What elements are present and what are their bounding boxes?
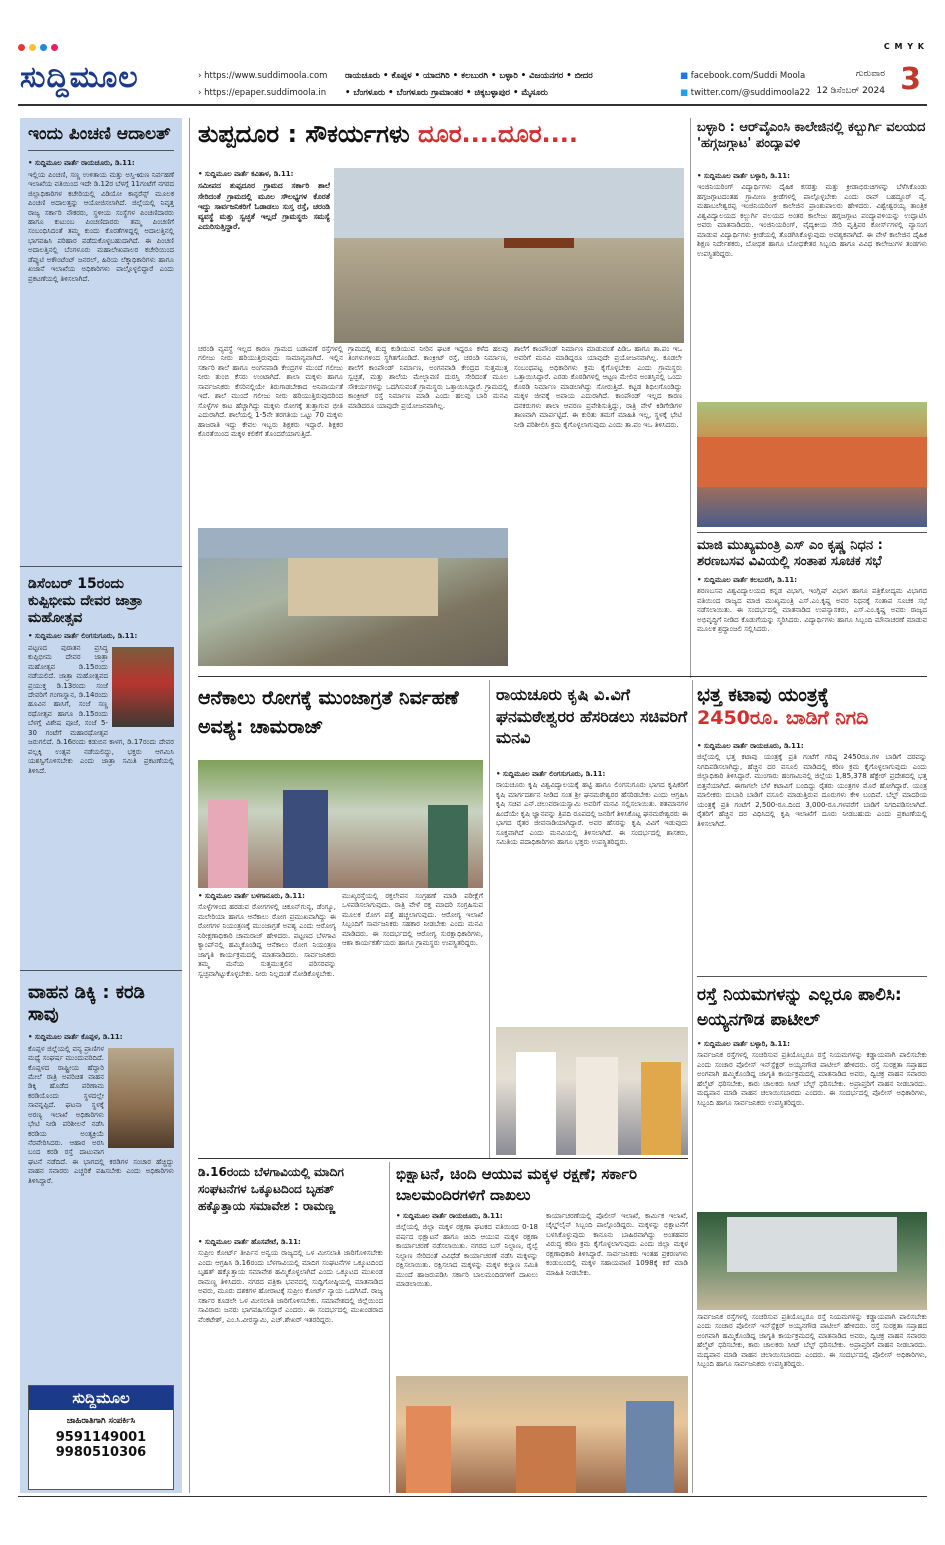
divider bbox=[20, 566, 182, 567]
road-byline: • ಸುದ್ದಿಮೂಲ ವಾರ್ತೆ ಬಳ್ಳಾರಿ, ಡಿ.11: bbox=[697, 1040, 790, 1048]
madiga-byline: • ಸುದ್ದಿಮೂಲ ವಾರ್ತೆ ಹೊಸಪೇಟೆ, ಡಿ.11: bbox=[198, 1238, 301, 1246]
twitter-icon: ■ bbox=[680, 88, 689, 98]
sky-area bbox=[198, 528, 508, 558]
district-line-1: ರಾಯಚೂರು • ಕೊಪ್ಪಳ • ಯಾದಗಿರಿ • ಕಲಬುರಗಿ • ಬಳ್ಳಾರಿ • ವಿಜಯನಗರ • ಬೀದರ bbox=[345, 71, 593, 81]
ballari-byline: • ಸುದ್ದಿಮೂಲ ವಾರ್ತೆ ಬಳ್ಳಾರಿ, ಡಿ.11: bbox=[697, 172, 790, 180]
paddy-byline: • ಸುದ್ದಿಮೂಲ ವಾರ್ತೆ ರಾಯಚೂರು, ಡಿ.11: bbox=[697, 742, 804, 750]
bear-story bbox=[20, 976, 182, 1376]
person-orange-shirt bbox=[641, 1062, 681, 1155]
pension-byline: • ಸುದ್ದಿಮೂಲ ವಾರ್ತೆ ರಾಯಚೂರು, ಡಿ.11: bbox=[28, 159, 135, 168]
blue-dot bbox=[40, 44, 47, 51]
divider bbox=[697, 532, 927, 533]
lead-byline: • ಸುದ್ದಿಮೂಲ ವಾರ್ತೆ ಕವಿತಾಳ, ಡಿ.11: bbox=[198, 170, 294, 178]
person-cream-shirt bbox=[576, 1057, 618, 1155]
school-building bbox=[288, 556, 438, 616]
paddy-story-text bbox=[697, 742, 927, 972]
ad-logo: ಸುದ್ದಿಮೂಲ bbox=[29, 1386, 173, 1410]
jatra-body: ಪಟ್ಟಣದ ಪುರಾತನ ಪ್ರಸಿದ್ಧ ಕುಪ್ಪಿಭೀಮ ದೇವರ ಜಾತ್ರಾ ಮಹೋತ್ಸವ ಡಿ.15ರಂದು ನಡೆಯಲಿದೆ. ಜಾತ್ರಾ ಮಹೋತ್ಸವದ ಪ್ರಯುಕ್ತ ಡಿ.13ರಂದು ಸಂಜೆ ದೇವರಿಗೆ ಗಂಗಾಸ್ನಾನ, ಡಿ.14ರಂದು ಹೂವಿನ ಹಾಸಿಗೆ, ಸಂಜೆ ಸಣ್ಣ ರಥೋತ್ಸವ ಹಾಗೂ ಡಿ.15ರಂದು ಬೆಳಗ್ಗೆ ವಿಶೇಷ ಪೂಜೆ, ಸಂಜೆ 5-30 ಗಂಟೆಗೆ ಮಹಾರಥೋತ್ಸವ ಜರುಗಲಿದೆ. ಡಿ.16ರಂದು ಕಡುಬಿನ ಕಾಳಗ, ಡಿ.17ರಂದು ದೇವರ ಪಲ್ಲಕ್ಕಿ ಉತ್ಸವ ನಡೆಯಲಿದ್ದು, ಭಕ್ತರು ಆಗಮಿಸಿ ಯಶಸ್ವಿಗೊಳಿಸಬೇಕು ಎಂದು ಜಾತ್ರಾ ಸಮಿತಿ ಪ್ರಕಟಣೆಯಲ್ಲಿ ತಿಳಿಸಿದೆ. bbox=[28, 643, 174, 775]
logo-text: ಸುದ್ದಿಮೂಲ bbox=[20, 60, 139, 95]
advertisement-box bbox=[28, 1385, 174, 1490]
krishna-headline: ಮಾಜಿ ಮುಖ್ಯಮಂತ್ರಿ ಎಸ್ ಎಂ ಕೃಷ್ಣ ನಿಧನ : ಶರಣಬಸವ ವಿವಿಯಲ್ಲಿ ಸಂತಾಪ ಸೂಚಕ ಸಭೆ bbox=[697, 538, 883, 569]
person-pink-saree bbox=[208, 800, 248, 888]
road-body: ಸಾರ್ವಜನಿಕ ರಸ್ತೆಗಳಲ್ಲಿ ಸಂಚರಿಸುವ ಪ್ರತಿಯೊಬ್ಬರೂ ರಸ್ತೆ ನಿಯಮಗಳನ್ನು ಕಡ್ಡಾಯವಾಗಿ ಪಾಲಿಸಬೇಕು ಎಂದು ಸಂಚಾರ ಪೊಲೀಸ್ ಇನ್‌ಸ್ಪೆಕ್ಟರ್ ಅಯ್ಯನಗೌಡ ಪಾಟೀಲ್ ಹೇಳಿದರು. ರಸ್ತೆ ಸುರಕ್ಷತಾ ಸಪ್ತಾಹದ ಅಂಗವಾಗಿ ಹಮ್ಮಿಕೊಂಡಿದ್ದ ಜಾಗೃತಿ ಕಾರ್ಯಕ್ರಮದಲ್ಲಿ ಮಾತನಾಡಿದ ಅವರು, ದ್ವಿಚಕ್ರ ವಾಹನ ಸವಾರರು ಹೆಲ್ಮೆಟ್ ಧರಿಸಬೇಕು, ಕಾರು ಚಾಲಕರು ಸೀಟ್ ಬೆಲ್ಟ್ ಧರಿಸಬೇಕು. ಅಪ್ರಾಪ್ತರಿಗೆ ವಾಹನ ನೀಡಬಾರದು. ಮದ್ಯಪಾನ ಮಾಡಿ ವಾಹನ ಚಲಾಯಿಸಬಾರದು ಎಂದರು. ಈ ಸಂದರ್ಭದಲ್ಲಿ ಪೊಲೀಸ್ ಅಧಿಕಾರಿಗಳು, ಸಿಬ್ಬಂದಿ ಹಾಗೂ ಸಾರ್ವಜನಿಕರು ಉಪಸ್ಥಿತರಿದ್ದರು. bbox=[697, 1051, 927, 1107]
bear-photo bbox=[108, 1048, 174, 1148]
health-awareness-photo bbox=[198, 760, 483, 888]
district-list bbox=[345, 68, 675, 102]
road-body-continued: ಸಾರ್ವಜನಿಕ ರಸ್ತೆಗಳಲ್ಲಿ ಸಂಚರಿಸುವ ಪ್ರತಿಯೊಬ್ಬರೂ ರಸ್ತೆ ನಿಯಮಗಳನ್ನು ಕಡ್ಡಾಯವಾಗಿ ಪಾಲಿಸಬೇಕು ಎಂದು ಸಂಚಾರ ಪೊಲೀಸ್ ಇನ್‌ಸ್ಪೆಕ್ಟರ್ ಅಯ್ಯನಗೌಡ ಪಾಟೀಲ್ ಹೇಳಿದರು. ರಸ್ತೆ ಸುರಕ್ಷತಾ ಸಪ್ತಾಹದ ಅಂಗವಾಗಿ ಹಮ್ಮಿಕೊಂಡಿದ್ದ ಜಾಗೃತಿ ಕಾರ್ಯಕ್ರಮದಲ್ಲಿ ಮಾತನಾಡಿದ ಅವರು, ದ್ವಿಚಕ್ರ ವಾಹನ ಸವಾರರು ಹೆಲ್ಮೆಟ್ ಧರಿಸಬೇಕು, ಕಾರು ಚಾಲಕರು ಸೀಟ್ ಬೆಲ್ಟ್ ಧರಿಸಬೇಕು. ಅಪ್ರಾಪ್ತರಿಗೆ ವಾಹನ ನೀಡಬಾರದು. ಮದ್ಯಪಾನ ಮಾಡಿ ವಾಹನ ಚಲಾಯಿಸಬಾರದು ಎಂದರು. ಈ ಸಂದರ್ಭದಲ್ಲಿ ಪೊಲೀಸ್ ಅಧಿಕಾರಿಗಳು, ಸಿಬ್ಬಂದಿ ಹಾಗೂ ಸಾರ್ವಜನಿಕರು ಉಪಸ್ಥಿತರಿದ್ದರು. bbox=[697, 1313, 927, 1369]
sky-area bbox=[334, 168, 684, 238]
children-col1: ಜಿಲ್ಲೆಯಲ್ಲಿ ಜಿಲ್ಲಾ ಮಕ್ಕಳ ರಕ್ಷಣಾ ಘಟಕದ ವತಿಯಿಂದ 0-18 ವರ್ಷದ ಭಿಕ್ಷಾಟನೆ ಹಾಗೂ ಚಿಂದಿ ಆಯುವ ಮಕ್ಕಳ ರಕ್ಷಣಾ ಕಾರ್ಯಾಚರಣೆ ನಡೆಸಲಾಯಿತು. ನಗರದ ಬಸ್ ನಿಲ್ದಾಣ, ರೈಲ್ವೆ ನಿಲ್ದಾಣ ಸೇರಿದಂತೆ ವಿವಿಧೆಡೆ ಕಾರ್ಯಾಚರಣೆ ನಡೆಸಿ ಮಕ್ಕಳನ್ನು ರಕ್ಷಿಸಲಾಯಿತು. ರಕ್ಷಿಸಲಾದ ಮಕ್ಕಳನ್ನು ಮಕ್ಕಳ ಕಲ್ಯಾಣ ಸಮಿತಿ ಮುಂದೆ ಹಾಜರುಪಡಿಸಿ ಸರ್ಕಾರಿ ಬಾಲಮಂದಿರಗಳಿಗೆ ದಾಖಲು ಮಾಡಲಾಯಿತು. bbox=[396, 1223, 538, 1289]
madiga-body: ಸುಪ್ರೀಂ ಕೋರ್ಟ್ ತೀರ್ಪಿನ ಅನ್ವಯ ರಾಜ್ಯದಲ್ಲಿ ಒಳ ಮೀಸಲಾತಿ ಜಾರಿಗೊಳಿಸಬೇಕು ಎಂದು ಆಗ್ರಹಿಸಿ ಡಿ.16ರಂದು ಬೆಳಗಾವಿಯಲ್ಲಿ ಮಾದಿಗ ಸಂಘಟನೆಗಳ ಒಕ್ಕೂಟದಿಂದ ಬೃಹತ್ ಹಕ್ಕೊತ್ತಾಯ ಸಮಾವೇಶ ಹಮ್ಮಿಕೊಳ್ಳಲಾಗಿದೆ ಎಂದು ಒಕ್ಕೂಟದ ಮುಖಂಡ ರಾಮಣ್ಣ ತಿಳಿಸಿದರು. ನಗರದ ಪತ್ರಿಕಾ ಭವನದಲ್ಲಿ ಸುದ್ದಿಗೋಷ್ಠಿಯಲ್ಲಿ ಮಾತನಾಡಿದ ಅವರು, ಮೂರು ದಶಕಗಳ ಹೋರಾಟಕ್ಕೆ ಸುಪ್ರೀಂ ಕೋರ್ಟ್ ನ್ಯಾಯ ಒದಗಿಸಿದೆ. ರಾಜ್ಯ ಸರ್ಕಾರ ಕೂಡಲೇ ಒಳ ಮೀಸಲಾತಿ ಜಾರಿಗೊಳಿಸಬೇಕು. ಸಮಾವೇಶದಲ್ಲಿ ಜಿಲ್ಲೆಯಿಂದ ಸಾವಿರಾರು ಜನರು ಭಾಗವಹಿಸಲಿದ್ದಾರೆ ಎಂದರು. ಈ ಸಂದರ್ಭದಲ್ಲಿ ಮುಖಂಡರಾದ ವೆಂಕಟೇಶ್, ಎಂ.ಸಿ.ವೀರಸ್ವಾಮಿ, ಎಚ್.ಶೇಖರ್ ಇತರರಿದ್ದರು. bbox=[198, 1249, 383, 1324]
website-link[interactable]: › https://www.suddimoola.com bbox=[198, 71, 328, 81]
anekal-headline: ಆನೆಕಾಲು ರೋಗಕ್ಕೆ ಮುಂಜಾಗ್ರತೆ ನಿರ್ವಹಣೆ ಅವಶ್ಯ: ಚಾಮರಾಜ್ bbox=[198, 687, 459, 739]
ballari-story-text bbox=[697, 172, 927, 400]
twitter-link[interactable]: ■ twitter.com/@suddimoola22 bbox=[680, 88, 811, 98]
footer-rule bbox=[18, 1496, 927, 1497]
person-orange bbox=[406, 1406, 451, 1493]
epaper-link[interactable]: › https://epaper.suddimoola.in bbox=[198, 88, 327, 98]
raichur-byline: • ಸುದ್ದಿಮೂಲ ವಾರ್ತೆ ಲಿಂಗಸುಗೂರು, ಡಿ.11: bbox=[496, 770, 606, 778]
paddy-headline-black: ಭತ್ತ ಕಟಾವು ಯಂತ್ರಕ್ಕೆ bbox=[697, 684, 829, 706]
lead-col3: ಶಾಲೆಗೆ ಕಾಂಪೌಂಡ್ ನಿರ್ಮಾಣ ಮಾಡುವಂತೆ ಪಿಡಿಒ ಹಾಗೂ ತಾ.ಪಂ ಇಒ ಅವರಿಗೆ ಮನವಿ ಮಾಡಿದ್ದರೂ ಯಾವುದೇ ಪ್ರಯೋಜನವಾಗಿಲ್ಲ. ಕೂಡಲೇ ಸಂಬಂಧಪಟ್ಟ ಅಧಿಕಾರಿಗಳು ಕ್ರಮ ಕೈಗೊಳ್ಳಬೇಕು ಎಂದು ಗ್ರಾಮಸ್ಥರು ಒತ್ತಾಯಿಸಿದ್ದಾರೆ. ಎರಡು ಕೊಠಡಿಗಳಲ್ಲಿ ಆಟ್ಟಣ ಮೇಲಿನ ಅಂತಸ್ತಿನಲ್ಲಿ ಒಂದು ಕೊಠಡಿ ನಿರ್ಮಾಣ ಮಾಡಲಾಗಿದ್ದು ಸೋರುತ್ತಿದೆ. ಕಟ್ಟಡ ಶಿಥಿಲಗೊಂಡಿದ್ದು ಮಕ್ಕಳ ಜೀವಕ್ಕೆ ಅಪಾಯ ಎದುರಾಗಿದೆ. ಕಾಂಪೌಂಡ್ ಇಲ್ಲದ ಕಾರಣ ದನಕರುಗಳು ಶಾಲಾ ಆವರಣ ಪ್ರವೇಶಿಸುತ್ತಿದ್ದು, ರಾತ್ರಿ ವೇಳೆ ಕಿಡಿಗೇಡಿಗಳ ತಾಣವಾಗಿ ಮಾರ್ಪಟ್ಟಿದೆ. ಈ ಕುರಿತು ತಮಗೆ ಮಾಹಿತಿ ಇಲ್ಲ, ಸ್ಥಳಕ್ಕೆ ಭೇಟಿ ನೀಡಿ ಪರಿಶೀಲಿಸಿ ಕ್ರಮ ಕೈಗೊಳ್ಳಲಾಗುವುದು ಎಂದು ತಾ.ಪಂ ಇಒ ತಿಳಿಸಿದರು. bbox=[514, 345, 682, 429]
masthead-logo bbox=[20, 60, 180, 98]
raichur-story-text bbox=[496, 770, 688, 1025]
social-links bbox=[680, 68, 810, 102]
divider bbox=[697, 976, 927, 977]
rescued-children-photo bbox=[396, 1376, 688, 1493]
anekal-byline: • ಸುದ್ದಿಮೂಲ ವಾರ್ತೆ ಬಳಗಾನೂರು, ಡಿ.11: bbox=[198, 892, 305, 900]
column-rule bbox=[690, 118, 691, 678]
bear-body: ಕೊಪ್ಪಳ ಜಿಲ್ಲೆಯಲ್ಲಿ ವನ್ಯ ಪ್ರಾಣಿಗಳ ಮಧ್ಯೆ ಸಂಘರ್ಷ ಮುಂದುವರಿದಿದೆ. ಕೊಪ್ಪಳದ ರಾಷ್ಟ್ರೀಯ ಹೆದ್ದಾರಿ ಮೇಲೆ ರಾತ್ರಿ ಅಪರಿಚಿತ ವಾಹನ ಡಿಕ್ಕಿ ಹೊಡೆದ ಪರಿಣಾಮ ಕರಡಿಯೊಂದು ಸ್ಥಳದಲ್ಲೇ ಸಾವನ್ನಪ್ಪಿದೆ. ಘಟನಾ ಸ್ಥಳಕ್ಕೆ ಅರಣ್ಯ ಇಲಾಖೆ ಅಧಿಕಾರಿಗಳು ಭೇಟಿ ನೀಡಿ ಪರಿಶೀಲನೆ ನಡೆಸಿ ಕರಡಿಯ ಅಂತ್ಯಕ್ರಿಯೆ ನೆರವೇರಿಸಿದರು. ಆಹಾರ ಅರಸಿ ಬಂದ ಕರಡಿ ರಸ್ತೆ ದಾಟುವಾಗ ಘಟನೆ ನಡೆದಿದೆ. ಈ ಭಾಗದಲ್ಲಿ ಕರಡಿಗಳ ಸಂಚಾರ ಹೆಚ್ಚಿದ್ದು ವಾಹನ ಸವಾರರು ಎಚ್ಚರಿಕೆ ವಹಿಸಬೇಕು ಎಂದು ಅಧಿಕಾರಿಗಳು ತಿಳಿಸಿದ್ದಾರೆ. bbox=[28, 1044, 174, 1185]
anekal-col1-wrap bbox=[198, 892, 336, 1154]
madiga-headline: ಡಿ.16ರಂದು ಬೆಳಗಾವಿಯಲ್ಲಿ ಮಾದಿಗ ಸಂಘಟನೆಗಳ ಒಕ್ಕೂಟದಿಂದ ಬೃಹತ್ ಹಕ್ಕೊತ್ತಾಯ ಸಮಾವೇಶ : ರಾಮಣ್ಣ bbox=[198, 1165, 344, 1213]
raichur-headline: ರಾಯಚೂರು ಕೃಷಿ ವಿ.ವಿಗೆ ಘನಮಠೇಶ್ವರರ ಹೆಸರಿಡಲು ಸಚಿವರಿಗೆ ಮನವಿ bbox=[496, 685, 688, 748]
district-line-2: • ಬೆಂಗಳೂರು • ಬೆಂಗಳೂರು ಗ್ರಾಮಾಂತರ • ಚಿಕ್ಕಬಳ್ಳಾಪುರ • ಮೈಸೂರು bbox=[345, 88, 548, 98]
person-white-shirt bbox=[516, 1052, 556, 1155]
color-registration-dots bbox=[18, 44, 58, 51]
road-safety-event-photo bbox=[697, 1212, 927, 1310]
children-headline: ಭಿಕ್ಷಾಟನೆ, ಚಿಂದಿ ಆಯುವ ಮಕ್ಕಳ ರಕ್ಷಣೆ; ಸರ್ಕಾರಿ ಬಾಲಮಂದಿರಗಳಿಗೆ ದಾಖಲು bbox=[396, 1165, 638, 1204]
left-sidebar bbox=[20, 118, 182, 1493]
section-divider bbox=[198, 676, 927, 677]
paddy-headline bbox=[697, 684, 927, 730]
bear-byline: • ಸುದ್ದಿಮೂಲ ವಾರ್ತೆ ಕೊಪ್ಪಳ, ಡಿ.11: bbox=[28, 1033, 123, 1042]
anekal-col1: ಸೊಳ್ಳೆಗಳಿಂದ ಹರಡುವ ರೋಗಗಳಲ್ಲಿ ಚಿಕೂನ್‌ಗುನ್ಯ, ಡೆಂಗ್ಯೂ, ಮಲೇರಿಯಾ ಹಾಗೂ ಆನೆಕಾಲು ರೋಗ ಪ್ರಮುಖವಾಗಿದ್ದು ಈ ರೋಗಗಳ ನಿಯಂತ್ರಣಕ್ಕೆ ಮುಂಜಾಗ್ರತೆ ಅವಶ್ಯ ಎಂದು ಆರೋಗ್ಯ ನಿರೀಕ್ಷಣಾಧಿಕಾರಿ ಚಾಮರಾಜ್ ಹೇಳಿದರು. ಪಟ್ಟಣದ ಬೆಳಗಾವಿ ಕ್ಯಾಂಪ್‌ನಲ್ಲಿ ಹಮ್ಮಿಕೊಂಡಿದ್ದ ಆನೆಕಾಲು ರೋಗ ನಿಯಂತ್ರಣ ಜಾಗೃತಿ ಕಾರ್ಯಕ್ರಮದಲ್ಲಿ ಮಾತನಾಡಿದರು. ಸಾರ್ವಜನಿಕರು ತಮ್ಮ ಮನೆಯ ಸುತ್ತಮುತ್ತಲಿನ ಪರಿಸರವನ್ನು ಸ್ವಚ್ಛವಾಗಿಟ್ಟುಕೊಳ್ಳಬೇಕು. ನೀರು ನಿಲ್ಲದಂತೆ ನೋಡಿಕೊಳ್ಳಬೇಕು. bbox=[198, 903, 336, 978]
village-road-photo bbox=[334, 168, 684, 343]
road-headline: ರಸ್ತೆ ನಿಯಮಗಳನ್ನು ಎಲ್ಲರೂ ಪಾಲಿಸಿ: ಅಯ್ಯನಗೌಡ ಪಾಟೀಲ್ bbox=[697, 985, 902, 1030]
children-group bbox=[516, 1426, 576, 1493]
facebook-icon: ■ bbox=[680, 71, 689, 81]
ad-phone-2[interactable]: 9980510306 bbox=[55, 1445, 147, 1460]
bear-headline: ವಾಹನ ಡಿಕ್ಕಿ : ಕರಡಿ ಸಾವು bbox=[28, 982, 145, 1025]
jatra-story bbox=[20, 570, 182, 970]
red-dot bbox=[18, 44, 25, 51]
yellow-dot bbox=[29, 44, 36, 51]
krishna-byline: • ಸುದ್ದಿಮೂಲ ವಾರ್ತೆ ಕಲಬುರಗಿ, ಡಿ.11: bbox=[697, 576, 798, 584]
ad-phone-1[interactable]: 9591149001 bbox=[55, 1430, 147, 1445]
pension-story bbox=[20, 118, 182, 563]
pension-body: ಇಲ್ಲಿಯ ಪಿಂಚಣಿ, ಸಣ್ಣ ಉಳಿತಾಯ ಮತ್ತು ಅಸ್ತಿ-ಋಣ ನಿರ್ವಹಣೆ ಇಲಾಖೆಯ ವತಿಯಿಂದ ಇದೇ ಡಿ.12ರ ಬೆಳಗ್ಗೆ 11ಗಂಟೆಗೆ ನಗರದ ಜಿಲ್ಲಾಧಿಕಾರಿಗಳ ಕಚೇರಿಯಲ್ಲಿ ವಿಡಿಯೋ ಕಾನ್ಫರೆನ್ಸ್ ಮೂಲಕ ಪಿಂಚಣಿ ಅದಾಲತ್ತನ್ನು ಆಯೋಜಿಸಲಾಗಿದೆ. ಜಿಲ್ಲೆಯಲ್ಲಿ ನಿವೃತ್ತ ರಾಜ್ಯ ಸರ್ಕಾರಿ ನೌಕರರು, ಸ್ಥಳೀಯ ಸಂಸ್ಥೆಗಳ ಪಿಂಚಣಿದಾರರು ಹಾಗೂ ಕುಟುಂಬ ಪಿಂಚಣಿದಾರರು ತಮ್ಮ ಪಿಂಚಣಿಗೆ ಸಂಬಂಧಿಸಿದಂತೆ ತಮ್ಮ ಕುಂದು ಕೊರತೆಗಳಿದ್ದಲ್ಲಿ ಅದಾಲತ್ತಿನಲ್ಲಿ ಭಾಗವಹಿಸಿ ಪರಿಹಾರ ಪಡೆದುಕೊಳ್ಳಬಹುದಾಗಿದೆ. ಈ ಪಿಂಚಣಿ ಅದಾಲತ್ತಿನಲ್ಲಿ ಬೆಂಗಳೂರು ಮಹಾಲೇಖಪಾಲರ ಕಚೇರಿಯಿಂದ ಡೆಪ್ಯುಟಿ ಅಕೌಂಟೆಂಟ್ ಜನರಲ್, ಹಿರಿಯ ಲೆಕ್ಕಾಧಿಕಾರಿಗಳು ಹಾಗೂ ಖಜಾನೆ ಇಲಾಖೆಯ ಅಧಿಕಾರಿಗಳು ಪಾಲ್ಗೊಳ್ಳಲಿದ್ದಾರೆ ಎಂದು ಪ್ರಕಟಣೆಯಲ್ಲಿ ತಿಳಿಸಲಾಗಿದೆ. bbox=[28, 170, 174, 283]
jatra-headline: ಡಿಸೆಂಬರ್ 15ರಂದು ಕುಪ್ಪಿಭೀಮ ದೇವರ ಜಾತ್ರಾ ಮಹೋತ್ಸವ bbox=[28, 576, 143, 626]
tug-of-war-team-photo bbox=[697, 402, 927, 527]
school-building-photo bbox=[198, 528, 508, 666]
header-rule bbox=[18, 104, 927, 106]
jatra-byline: • ಸುದ್ದಿಮೂಲ ವಾರ್ತೆ ಲಿಂಗಸುಗೂರು, ಡಿ.11: bbox=[28, 632, 138, 641]
divider bbox=[20, 970, 182, 971]
ballari-headline: ಬಳ್ಳಾರಿ : ಆರ್‌ವೈಎಂಸಿ ಕಾಲೇಜಿನಲ್ಲಿ ಕಲ್ಬುರ್ಗಿ ವಲಯದ 'ಹಗ್ಗಜಗ್ಗಾಟ' ಪಂದ್ಯಾವಳಿ bbox=[697, 120, 926, 151]
person-green-saree bbox=[428, 805, 468, 888]
column-rule bbox=[189, 118, 190, 1493]
temple-deity-photo bbox=[112, 647, 174, 727]
road-story-text bbox=[697, 1040, 927, 1210]
children-col2: ಕಾರ್ಯಾಚರಣೆಯಲ್ಲಿ ಪೊಲೀಸ್ ಇಲಾಖೆ, ಕಾರ್ಮಿಕ ಇಲಾಖೆ, ಚೈಲ್ಡ್‌ಲೈನ್ ಸಿಬ್ಬಂದಿ ಪಾಲ್ಗೊಂಡಿದ್ದರು. ಮಕ್ಕಳನ್ನು ಭಿಕ್ಷಾಟನೆಗೆ ಬಳಸಿಕೊಳ್ಳುವುದು ಕಾನೂನು ಬಾಹಿರವಾಗಿದ್ದು ಅಂತಹವರ ವಿರುದ್ಧ ಕಠಿಣ ಕ್ರಮ ಕೈಗೊಳ್ಳಲಾಗುವುದು ಎಂದು ಜಿಲ್ಲಾ ಮಕ್ಕಳ ರಕ್ಷಣಾಧಿಕಾರಿ ತಿಳಿಸಿದ್ದಾರೆ. ಸಾರ್ವಜನಿಕರು ಇಂತಹ ಪ್ರಕರಣಗಳು ಕಂಡುಬಂದಲ್ಲಿ ಮಕ್ಕಳ ಸಹಾಯವಾಣಿ 1098ಕ್ಕೆ ಕರೆ ಮಾಡಿ ಮಾಹಿತಿ ನೀಡಬೇಕು. bbox=[546, 1212, 688, 1277]
lead-intro bbox=[198, 170, 330, 340]
pink-dot bbox=[51, 44, 58, 51]
madiga-story-text bbox=[198, 1238, 383, 1493]
lead-col1: ಚರಂಡಿ ವ್ಯವಸ್ಥೆ ಇಲ್ಲದ ಕಾರಣ ಗ್ರಾಮದ ಬಡಾವಣೆ ರಸ್ತೆಗಳಲ್ಲಿ ಗಲೀಜು ನೀರು ಹರಿಯುತ್ತಿರುವುದು ಸಾಮಾನ್ಯವಾಗಿದೆ. ಇಲ್ಲಿನ ಸರ್ಕಾರಿ ಶಾಲೆ ಹಾಗೂ ಅಂಗನವಾಡಿ ಕೇಂದ್ರಗಳ ಮುಂದೆ ಗಲೀಜು ನೀರು ತುಂಬಿ ಕೆಸರು ಉಂಟಾಗಿದೆ. ಶಾಲಾ ಮಕ್ಕಳು ಹಾಗೂ ಸಾರ್ವಜನಿಕರು ಕೆಸರಿನಲ್ಲಿಯೇ ತಿರುಗಾಡಬೇಕಾದ ಅನಿವಾರ್ಯತೆ ಇದೆ. ಶಾಲೆ ಮುಂದೆ ಗಲೀಜು ನೀರು ಹರಿಯುತ್ತಿರುವುದರಿಂದ ಸೊಳ್ಳೆಗಳ ಕಾಟ ಹೆಚ್ಚಾಗಿದ್ದು ಮಕ್ಕಳು ರೋಗಕ್ಕೆ ತುತ್ತಾಗುವ ಭೀತಿ ಎದುರಾಗಿದೆ. ಶಾಲೆಯಲ್ಲಿ 1-5ನೇ ತರಗತಿಯ ಒಟ್ಟು 70 ಮಕ್ಕಳು ಹಾಜರಾತಿ ಇದ್ದು ಕೇವಲ ಇಬ್ಬರು ಶಿಕ್ಷಕರು ಇದ್ದಾರೆ. ಶಿಕ್ಷಕರ ಕೊರತೆಯಿಂದ ಮಕ್ಕಳ ಕಲಿಕೆಗೆ ತೊಂದರೆಯಾಗುತ್ತಿದೆ. bbox=[198, 345, 343, 438]
krishna-story-text bbox=[697, 576, 927, 671]
issue-date bbox=[800, 66, 885, 100]
paddy-body: ಜಿಲ್ಲೆಯಲ್ಲಿ ಭತ್ತ ಕಟಾವು ಯಂತ್ರಕ್ಕೆ ಪ್ರತಿ ಗಂಟೆಗೆ ಗರಿಷ್ಠ 2450ರೂ.ಗಳ ಬಾಡಿಗೆ ದರವನ್ನು ನಿಗದಿಪಡಿಸಲಾಗಿದ್ದು, ಹೆಚ್ಚಿನ ದರ ವಸೂಲಿ ಮಾಡಿದಲ್ಲಿ ಕಠಿಣ ಕ್ರಮ ಕೈಗೊಳ್ಳಲಾಗುವುದು ಎಂದು ಜಿಲ್ಲಾಧಿಕಾರಿ ತಿಳಿಸಿದ್ದಾರೆ. ಮುಂಗಾರು ಹಂಗಾಮಿನಲ್ಲಿ ಜಿಲ್ಲೆಯ 1,85,378 ಹೆಕ್ಟೇರ್ ಪ್ರದೇಶದಲ್ಲಿ ಭತ್ತ ಬಿತ್ತನೆಯಾಗಿದೆ. ಈಗಾಗಲೇ ಬೆಳೆ ಕಟಾವಿಗೆ ಬಂದಿದ್ದು ರೈತರು ಯಂತ್ರಗಳ ಮೊರೆ ಹೋಗಿದ್ದಾರೆ. ಯಂತ್ರ ಮಾಲೀಕರು ದುಬಾರಿ ಬಾಡಿಗೆ ವಸೂಲಿ ಮಾಡುತ್ತಿರುವ ದೂರುಗಳು ಕೇಳಿ ಬಂದಿವೆ. ಬೆಲ್ಟ್ ಮಾದರಿಯ ಯಂತ್ರಕ್ಕೆ ಪ್ರತಿ ಗಂಟೆಗೆ 2,500-ರೂ.ದಿಂದ 3,000-ರೂ.ಗಳವರೆಗೆ ಬಾಡಿಗೆ ನಿಗದಿಪಡಿಸಲಾಗಿದೆ. ರೈತರಿಗೆ ಹೆಚ್ಚಿನ ದರ ವಿಧಿಸಿದಲ್ಲಿ ಕೃಷಿ ಇಲಾಖೆಗೆ ದೂರು ನೀಡಬಹುದು ಎಂದು ಪ್ರಕಟಣೆಯಲ್ಲಿ ತಿಳಿಸಲಾಗಿದೆ. bbox=[697, 753, 927, 828]
team-jerseys bbox=[697, 437, 927, 487]
anekal-col2: ಮುಖ್ಯರಸ್ತೆಯಲ್ಲಿ ರಕ್ತಲೇಪನ ಸಂಗ್ರಹಣೆ ಮಾಡಿ ಪರೀಕ್ಷೆಗೆ ಒಳಪಡಿಸಲಾಗುವುದು. ರಾತ್ರಿ ವೇಳೆ ರಕ್ತ ಮಾದರಿ ಸಂಗ್ರಹಿಸುವ ಮೂಲಕ ರೋಗ ಪತ್ತೆ ಹಚ್ಚಲಾಗುವುದು. ಆರೋಗ್ಯ ಇಲಾಖೆ ಸಿಬ್ಬಂದಿಗೆ ಸಾರ್ವಜನಿಕರು ಸಹಕಾರ ನೀಡಬೇಕು ಎಂದು ಮನವಿ ಮಾಡಿದರು. ಈ ಸಂದರ್ಭದಲ್ಲಿ ಆರೋಗ್ಯ ಸುರಕ್ಷಾಧಿಕಾರಿಗಳು, ಆಶಾ ಕಾರ್ಯಕರ್ತೆಯರು ಹಾಗೂ ಗ್ರಾಮಸ್ಥರು ಉಪಸ್ಥಿತರಿದ್ದರು. bbox=[342, 892, 483, 948]
lead-headline-black: ತುಪ್ಪದೂರ : ಸೌಕರ್ಯಗಳು bbox=[198, 120, 410, 148]
ballari-body: ಇಂಜಿನಿಯರಿಂಗ್ ವಿದ್ಯಾರ್ಥಿಗಳು ದೈಹಿಕ ಕಸರತ್ತು ಮತ್ತು ಕ್ರೀಡಾಭಿರುಚಿಗಳನ್ನು ಬೆಳೆಸಿಕೊಂಡು ಹಗ್ಗಜಗ್ಗಾಟದಂತಹ ಗ್ರಾಮೀಣ ಕ್ರೀಡೆಗಳಲ್ಲಿ ಪಾಲ್ಗೊಳ್ಳಬೇಕು ಎಂದು ರಾವ್ ಬಹದ್ದೂರ್ ವೈ. ಮಹಾಬಲೇಶ್ವರಪ್ಪ ಇಂಜಿನಿಯರಿಂಗ್ ಕಾಲೇಜಿನ ಪ್ರಾಂಶುಪಾಲರು ಹೇಳಿದರು. ವಿಶ್ವೇಶ್ವರಯ್ಯ ತಾಂತ್ರಿಕ ವಿಶ್ವವಿದ್ಯಾಲಯದ ಕಲ್ಬುರ್ಗಿ ವಲಯದ ಅಂತರ ಕಾಲೇಜು ಹಗ್ಗಜಗ್ಗಾಟ ಪಂದ್ಯಾವಳಿಯನ್ನು ಉದ್ಘಾಟಿಸಿ ಅವರು ಮಾತನಾಡಿದರು. ಇಂಜಿನಿಯರಿಂಗ್, ವೈದ್ಯಕೀಯ ಸೇರಿ ವೃತ್ತಿಪರ ಕೋರ್ಸ್‌ಗಳಲ್ಲಿ ವ್ಯಾಸಂಗ ಮಾಡುವ ವಿದ್ಯಾರ್ಥಿಗಳು ಕ್ರೀಡೆಯಲ್ಲಿ ತೊಡಗಿಸಿಕೊಳ್ಳುವುದು ಅವಶ್ಯಕವಾಗಿದೆ. ಈ ವೇಳೆ ಕಾಲೇಜಿನ ದೈಹಿಕ ಶಿಕ್ಷಣ ನಿರ್ದೇಶಕರು, ಬೋಧಕ ಹಾಗೂ ಬೋಧಕೇತರ ಸಿಬ್ಬಂದಿ ಹಾಗೂ ವಿವಿಧ ಕಾಲೇಜುಗಳ ತಂಡಗಳು ಉಪಸ್ಥಿತರಿದ್ದರು. bbox=[697, 183, 927, 258]
lead-headline-red: ದೂರ....ದೂರ.... bbox=[418, 120, 578, 148]
cmyk-marker: C M Y K bbox=[883, 42, 925, 51]
raichur-body: ರಾಯಚೂರು ಕೃಷಿ ವಿಶ್ವವಿದ್ಯಾಲಯಕ್ಕೆ ಹಟ್ಟಿ ಹಾಗೂ ಲಿಂಗಸುಗೂರು ಭಾಗದ ಕೃಷಿಕರಿಗೆ ಕೃಷಿ ಮಾರ್ಗದರ್ಶನ ನೀಡಿದ ಸಂತ ಶ್ರೀ ಘನಮಠೇಶ್ವರರ ಹೆಸರಿಡಬೇಕು ಎಂದು ಆಗ್ರಹಿಸಿ ಕೃಷಿ ಸಚಿವ ಎನ್.ಚಲುವರಾಯಸ್ವಾಮಿ ಅವರಿಗೆ ಮನವಿ ಸಲ್ಲಿಸಲಾಯಿತು. ಶತಮಾನಗಳ ಹಿಂದೆಯೇ ಕೃಷಿ ಜ್ಞಾನವನ್ನು ತ್ರಿಪದಿ ರೂಪದಲ್ಲಿ ಜನರಿಗೆ ತಿಳಿಸಿಕೊಟ್ಟ ಘನಮಠೇಶ್ವರರು ಈ ಭಾಗದ ರೈತರ ಜೀವನಾಡಿಯಾಗಿದ್ದಾರೆ. ಅವರ ಹೆಸರನ್ನು ಕೃಷಿ ವಿವಿಗೆ ಇಡುವುದು ಸೂಕ್ತವಾಗಿದೆ ಎಂದು ಮನವಿಯಲ್ಲಿ ತಿಳಿಸಲಾಗಿದೆ. ಈ ಸಂದರ್ಭದಲ್ಲಿ ಶಾಸಕರು, ಸಮಿತಿಯ ಪದಾಧಿಕಾರಿಗಳು ಹಾಗೂ ಭಕ್ತರು ಉಪಸ್ಥಿತರಿದ್ದರು. bbox=[496, 781, 688, 847]
lead-col2: ಗ್ರಾಮದಲ್ಲಿ ಶುದ್ಧ ಕುಡಿಯುವ ನೀರಿನ ಘಟಕ ಇದ್ದರೂ ಕಳೆದ ಹಲವು ತಿಂಗಳುಗಳಿಂದ ಸ್ಥಗಿತಗೊಂಡಿದೆ. ಕಾಂಕ್ರೀಟ್ ರಸ್ತೆ, ಚರಂಡಿ ನಿರ್ಮಾಣ, ಶಾಲೆಗೆ ಕಾಂಪೌಂಡ್ ನಿರ್ಮಾಣ, ಅಂಗನವಾಡಿ ಕೇಂದ್ರದ ಸುತ್ತಮುತ್ತ ಸ್ವಚ್ಛತೆ, ಮತ್ತು ಶಾಲೆಯ ಮೇಲ್ಛಾವಣಿ ದುರಸ್ತಿ ಸೇರಿದಂತೆ ಮೂಲ ಸೌಕರ್ಯಗಳನ್ನು ಒದಗಿಸುವಂತೆ ಗ್ರಾಮಸ್ಥರು ಒತ್ತಾಯಿಸಿದ್ದಾರೆ. ಗ್ರಾಮದಲ್ಲಿ ಕಾಂಕ್ರೀಟ್ ರಸ್ತೆ ನಿರ್ಮಾಣ ಮಾಡಿ ಎಂದು ಹಲವು ಬಾರಿ ಮನವಿ ಮಾಡಿದರೂ ಯಾವುದೇ ಪ್ರಯೋಜನವಾಗಿಲ್ಲ. bbox=[348, 345, 508, 410]
person-blue bbox=[626, 1401, 674, 1493]
lead-intro-text: ಸಮೀಪದ ತುಪ್ಪದೂರ ಗ್ರಾಮದ ಸರ್ಕಾರಿ ಶಾಲೆ ಸೇರಿದಂತೆ ಗ್ರಾಮದಲ್ಲಿ ಮೂಲ ಸೌಲಭ್ಯಗಳ ಕೊರತೆ ಇದ್ದು ಸಾರ್ವಜನಿಕರಿಗೆ ಓಡಾಡಲು ಸುಸ್ತ ರಸ್ತೆ, ಚರಂಡಿ ವ್ಯವಸ್ಥೆ ಮತ್ತು ಸ್ವಚ್ಛತೆ ಇಲ್ಲದೆ ಗ್ರಾಮಸ್ಥರು ಸಮಸ್ಯೆ ಎದುರಿಸುತ್ತಿದ್ದಾರೆ. bbox=[198, 181, 330, 231]
memorandum-submission-photo bbox=[496, 1027, 688, 1155]
column-rule bbox=[692, 680, 693, 1493]
page-number: 3 bbox=[900, 62, 921, 97]
children-col1-wrap bbox=[396, 1212, 538, 1372]
person-blue-jacket bbox=[283, 790, 328, 888]
issue-day: ಗುರುವಾರ bbox=[855, 69, 885, 79]
column-rule bbox=[389, 1162, 390, 1493]
road-story-continued bbox=[697, 1313, 927, 1493]
awareness-vehicles bbox=[727, 1217, 897, 1272]
krishna-body: ಶರಣಬಸವ ವಿಶ್ವವಿದ್ಯಾಲಯದ ಕನ್ನಡ ವಿಭಾಗ, ಇಂಗ್ಲಿಷ್ ವಿಭಾಗ ಹಾಗೂ ಪತ್ರಿಕೋದ್ಯಮ ವಿಭಾಗದ ವತಿಯಿಂದ ರಾಜ್ಯದ ಮಾಜಿ ಮುಖ್ಯಮಂತ್ರಿ ಎಸ್.ಎಂ.ಕೃಷ್ಣ ಅವರ ನಿಧನಕ್ಕೆ ಸಂತಾಪ ಸೂಚಕ ಸಭೆ ನಡೆಸಲಾಯಿತು. ಈ ಸಂದರ್ಭದಲ್ಲಿ ಮಾತನಾಡಿದ ಉಪನ್ಯಾಸಕರು, ಎಸ್.ಎಂ.ಕೃಷ್ಣ ಅವರು ರಾಜ್ಯದ ಅಭಿವೃದ್ಧಿಗೆ ನೀಡಿದ ಕೊಡುಗೆಯನ್ನು ಸ್ಮರಿಸಿದರು. ವಿದ್ಯಾರ್ಥಿಗಳು ಹಾಗೂ ಸಿಬ್ಬಂದಿ ಮೌನಾಚರಣೆ ಮಾಡುವ ಮೂಲಕ ಶ್ರದ್ಧಾಂಜಲಿ ಸಲ್ಲಿಸಿದರು. bbox=[697, 587, 927, 634]
pension-headline: ಇಂದು ಪಿಂಚಣಿ ಆದಾಲತ್ bbox=[28, 124, 174, 151]
children-byline: • ಸುದ್ದಿಮೂಲ ವಾರ್ತೆ ರಾಯಚೂರು, ಡಿ.11: bbox=[396, 1212, 503, 1220]
paddy-headline-red: 2450ರೂ. ಬಾಡಿಗೆ ನಿಗದಿ bbox=[697, 706, 869, 729]
column-rule bbox=[489, 680, 490, 1158]
lead-headline bbox=[198, 120, 683, 149]
ad-label: ಜಾಹಿರಾತಿಗಾಗಿ ಸಂಪರ್ಕಿಸಿ bbox=[66, 1416, 136, 1426]
masthead-urls bbox=[198, 68, 327, 102]
section-divider bbox=[198, 1158, 688, 1159]
issue-date-text: 12 ಡಿಸೆಂಬರ್ 2024 bbox=[816, 86, 885, 96]
facebook-link[interactable]: ■ facebook.com/Suddi Moola bbox=[680, 71, 806, 81]
